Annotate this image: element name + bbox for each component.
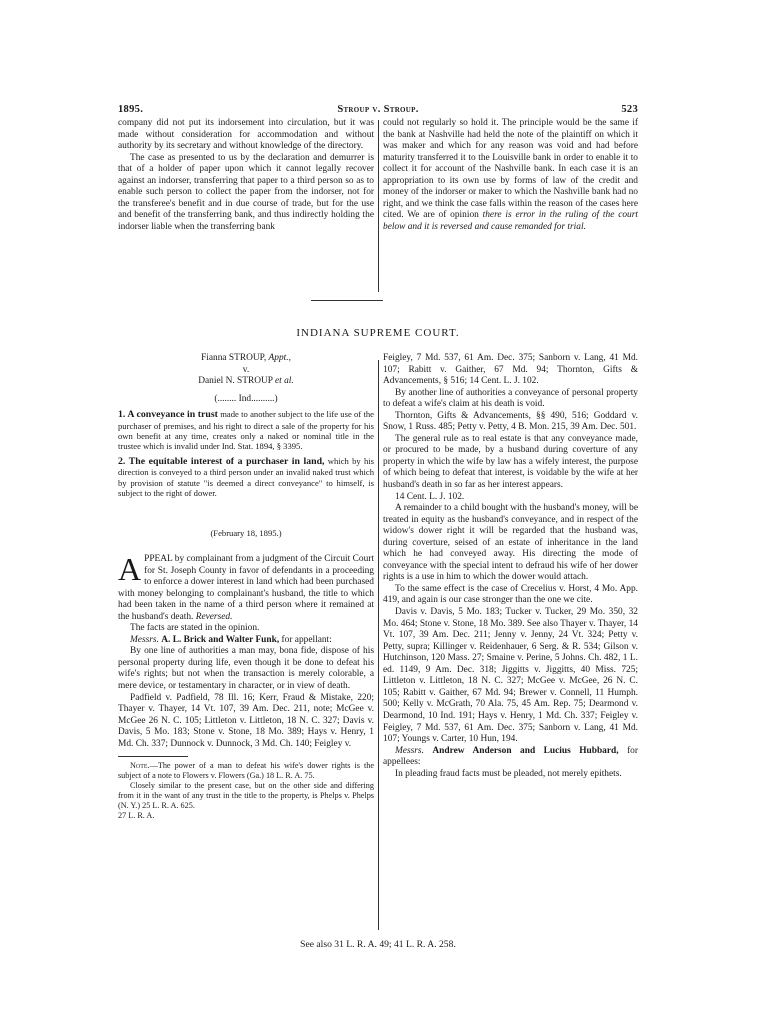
syllabus-number: 1. — [118, 409, 128, 421]
top-left-paragraph: The case as presented to us by the declaration and demurrer is that of a holder of paper upon which it cannot legally recover against an indorser, transferring that paper to a third person so as to enable such person to collect the paper from the indorser, not for the transferee's benefit and in due course of trade, but for the use and benefit of the transferring bank, and thus indirectly holding the indorser liable when the transferring bank — [118, 152, 374, 232]
bottom-right-column — [383, 353, 638, 780]
note-text: —The power of a man to defeat his wife's dower rights is the subject of a note to Flowers v. Flowers (Ga.) 18 L. R. A. 75. — [118, 761, 374, 781]
syllabus-headnote: A conveyance in trust — [127, 409, 218, 421]
bottom-left-column — [118, 353, 374, 821]
argument-paragraph: To the same effect is the case of Crecelius v. Horst, 4 Mo. App. 419, and again is our case stronger than the one we cite. — [383, 583, 638, 606]
syllabus-item — [118, 456, 374, 499]
citations-paragraph: 14 Cent. L. J. 102. — [395, 491, 465, 502]
header-page-number: 523 — [621, 104, 638, 115]
counsel-role: for appellees: — [383, 745, 638, 768]
top-right-disposition: there is error in the ruling of the court below and it is reversed and cause remanded for trial. — [383, 210, 638, 232]
counsel-names: A. L. Brick and Walter Funk, — [161, 634, 280, 645]
case-caption-versus: v. — [242, 364, 250, 375]
appellant-counsel — [118, 635, 374, 647]
header-year: 1895. — [118, 104, 144, 115]
argument-paragraph: A remainder to a child bought with the husband's money, will be treated in equity as the husband's conveyance, and in respect of the widow's dower right it will be regarded that the husband was, during coverture, seised of an estate of inheritance in the land which he had conveyed away. His directing the mode of conveyance with the special intent to defraud his wife of her dower rights is a use in him to which the dower would attach. — [383, 503, 638, 583]
footnote-rule — [118, 756, 188, 757]
annotation-note: Closely similar to the present case, but on the other side and differing from it in the want of any trust in the title to the property, is Phelps v. Phelps (N. Y.) 25 L. R. A. 625. — [118, 781, 374, 811]
syllabus-headnote: The equitable interest of a purchaser in land, — [128, 455, 325, 467]
case-caption-court: (........ Ind..........) — [214, 393, 278, 404]
column-divider — [378, 360, 379, 930]
citations-paragraph: Thornton, Gifts & Advancements, §§ 490, 516; Goddard v. Snow, 1 Russ. 485; Petty v. Petty, 4 B. Mon. 215, 39 Am. Dec. 501. — [383, 410, 638, 433]
counsel-role: for appellant: — [279, 634, 332, 645]
case-caption-appellant — [118, 353, 374, 365]
decision-date: (February 18, 1895.) — [210, 528, 282, 539]
top-right-paragraph — [383, 118, 638, 233]
column-divider — [378, 120, 379, 292]
appellant-name: Fianna STROUP, — [201, 353, 269, 363]
counsel-names: Andrew Anderson and Lucius Hubbard, — [432, 745, 619, 756]
case-caption-appellee — [118, 376, 374, 388]
counsel-prefix: Messrs. — [130, 634, 162, 645]
note-label: Note. — [130, 761, 150, 771]
appeal-statement — [118, 550, 374, 623]
argument-paragraph: The general rule as to real estate is that any conveyance made, or procured to be made, by a husband during coverture of any property in which the wife by law has a wifely interest, the purpose of which being to defeat that interest, is voidable by the wife at her husband's death in so far as her interest appears. — [383, 433, 638, 491]
citations-paragraph: Padfield v. Padfield, 78 Ill. 16; Kerr, Fraud & Mistake, 220; Thayer v. Thayer, 14 Vt. 107, 39 Am. Dec. 211, note; McGee v. McGee 26 N. C. 105; Littleton v. Littleton, 18 N. C. 327; Davis v. Davis, 5 Mo. 183; Stone v. Stone, 18 Mo. 389; Hays v. Henry, 1 Md. Ch. 337; Dunnock v. Dunnock, 3 Md. Ch. 140; Feigley v. — [118, 692, 374, 749]
top-left-column — [118, 118, 374, 233]
header-case-title: Stroup v. Stroup. — [337, 104, 419, 115]
syllabus-text: made to another subject to the life use of the purchaser of premises, and his right to direct a sale of the property for his own benefit at any time, creates only a naked or nominal title in the trustee which is invalid under Ind. Stat. 1894, § 3395. — [118, 409, 374, 452]
drop-cap: A — [118, 550, 142, 587]
top-right-column — [383, 118, 638, 233]
appeal-disposition: Reversed. — [195, 611, 233, 622]
syllabus-number: 2. — [118, 455, 129, 467]
argument-paragraph: By one line of authorities a man may, bona fide, dispose of his personal property during life, even though it be done to defeat his wife's rights; but not when the transaction is merely colorable, a mere device, or testamentary in character, or in view of death. — [118, 646, 374, 691]
top-left-paragraph: company did not put its indorsement into circulation, but it was made without consideration for accommodation and without authority by its secretary and without knowledge of the directory. — [118, 118, 374, 152]
counsel-prefix: Messrs. — [395, 745, 433, 756]
appellant-role: Appt., — [268, 353, 291, 363]
syllabus-item — [118, 409, 374, 452]
section-rule — [311, 300, 383, 301]
citations-paragraph: Davis v. Davis, 5 Mo. 183; Tucker v. Tucker, 29 Mo. 350, 32 Mo. 464; Stone v. Stone, 18 Mo. 389. See also Thayer v. Thayer, 14 Vt. 107, 39 Am. Dec. 211; Jenny v. Jenny, 24 Vt. 324; Petty v. Petty, supra; Killinger v. Reidenhauer, 6 Serg. & R. 534; Gilson v. Hutchinson, 120 Mass. 27; Smaine v. Perine, 5 Johns. Ch. 482, 1 L. ed. 1149, 9 Am. Dec. 318; Jiggitts v. Jiggitts, 40 Miss. 725; Littleton v. Littleton, 18 N. C. 327; McGee v. McGee, 26 N. C. 105; Rabitt v. Gaither, 67 Md. 94; Brewer v. Connell, 11 Humph. 500; Kelly v. McGrath, 70 Ala. 75, 45 Am. Rep. 75; Dearmond v. Dearmond, 10 Ind. 191; Hays v. Henry, 1 Md. Ch. 337; Feigley v. Feigley, 7 Md. 537, 61 Am. Dec. 375; Sanborn v. Lang, 41 Md. 107; Youngs v. Carter, 10 Hun, 194. — [383, 607, 638, 745]
volume-reference: 27 L. R. A. — [118, 811, 155, 821]
facts-statement: The facts are stated in the opinion. — [130, 623, 260, 634]
court-heading: INDIANA SUPREME COURT. — [296, 327, 460, 339]
syllabus-text: which by his direction is conveyed to a third person under an invalid naked trust which by provision of statute "is deemed a direct conveyance" to himself, is subject to the right of dower. — [118, 455, 374, 499]
argument-paragraph: By another line of authorities a conveyance of personal property to defeat a wife's claim at his death is void. — [383, 387, 638, 410]
top-right-text: could not regularly so hold it. The principle would be the same if the bank at Nashville had held the note of the plaintiff on which it was maker and which for any reason was void and had before maturity transferred it to the Louisville bank in order to enable it to collect it for account of the Nashville bank. In each case it is an appropriation to its own use by forms of law of the credit and money of the indorser or maker to which the Nashville bank had no right, and we think the case falls within the reason of the cases here cited. We are of opinion — [383, 118, 638, 221]
appellee-name: Daniel N. STROUP — [198, 376, 275, 387]
appellee-role: et al. — [274, 376, 294, 387]
page-footer-reference: See also 31 L. R. A. 49; 41 L. R. A. 258. — [300, 939, 456, 950]
citations-continued: Feigley, 7 Md. 537, 61 Am. Dec. 375; Sanborn v. Lang, 41 Md. 107; Rabitt v. Gaither, 67 Md. 94; Thornton, Gifts & Advancements, § 516; 14 Cent. L. J. 102. — [383, 353, 638, 387]
annotation-note — [118, 761, 374, 781]
appeal-text: PPEAL by complainant from a judgment of the Circuit Court for St. Joseph County in favor of defendants in a proceeding to enforce a dower interest in land which had been purchased with money belonging to complainant's husband, the title to which had been taken in the name of a third person where it remained at the husband's death. — [118, 553, 374, 622]
argument-paragraph: In pleading fraud facts must be pleaded, not merely epithets. — [395, 768, 622, 779]
appellee-counsel — [383, 746, 638, 769]
